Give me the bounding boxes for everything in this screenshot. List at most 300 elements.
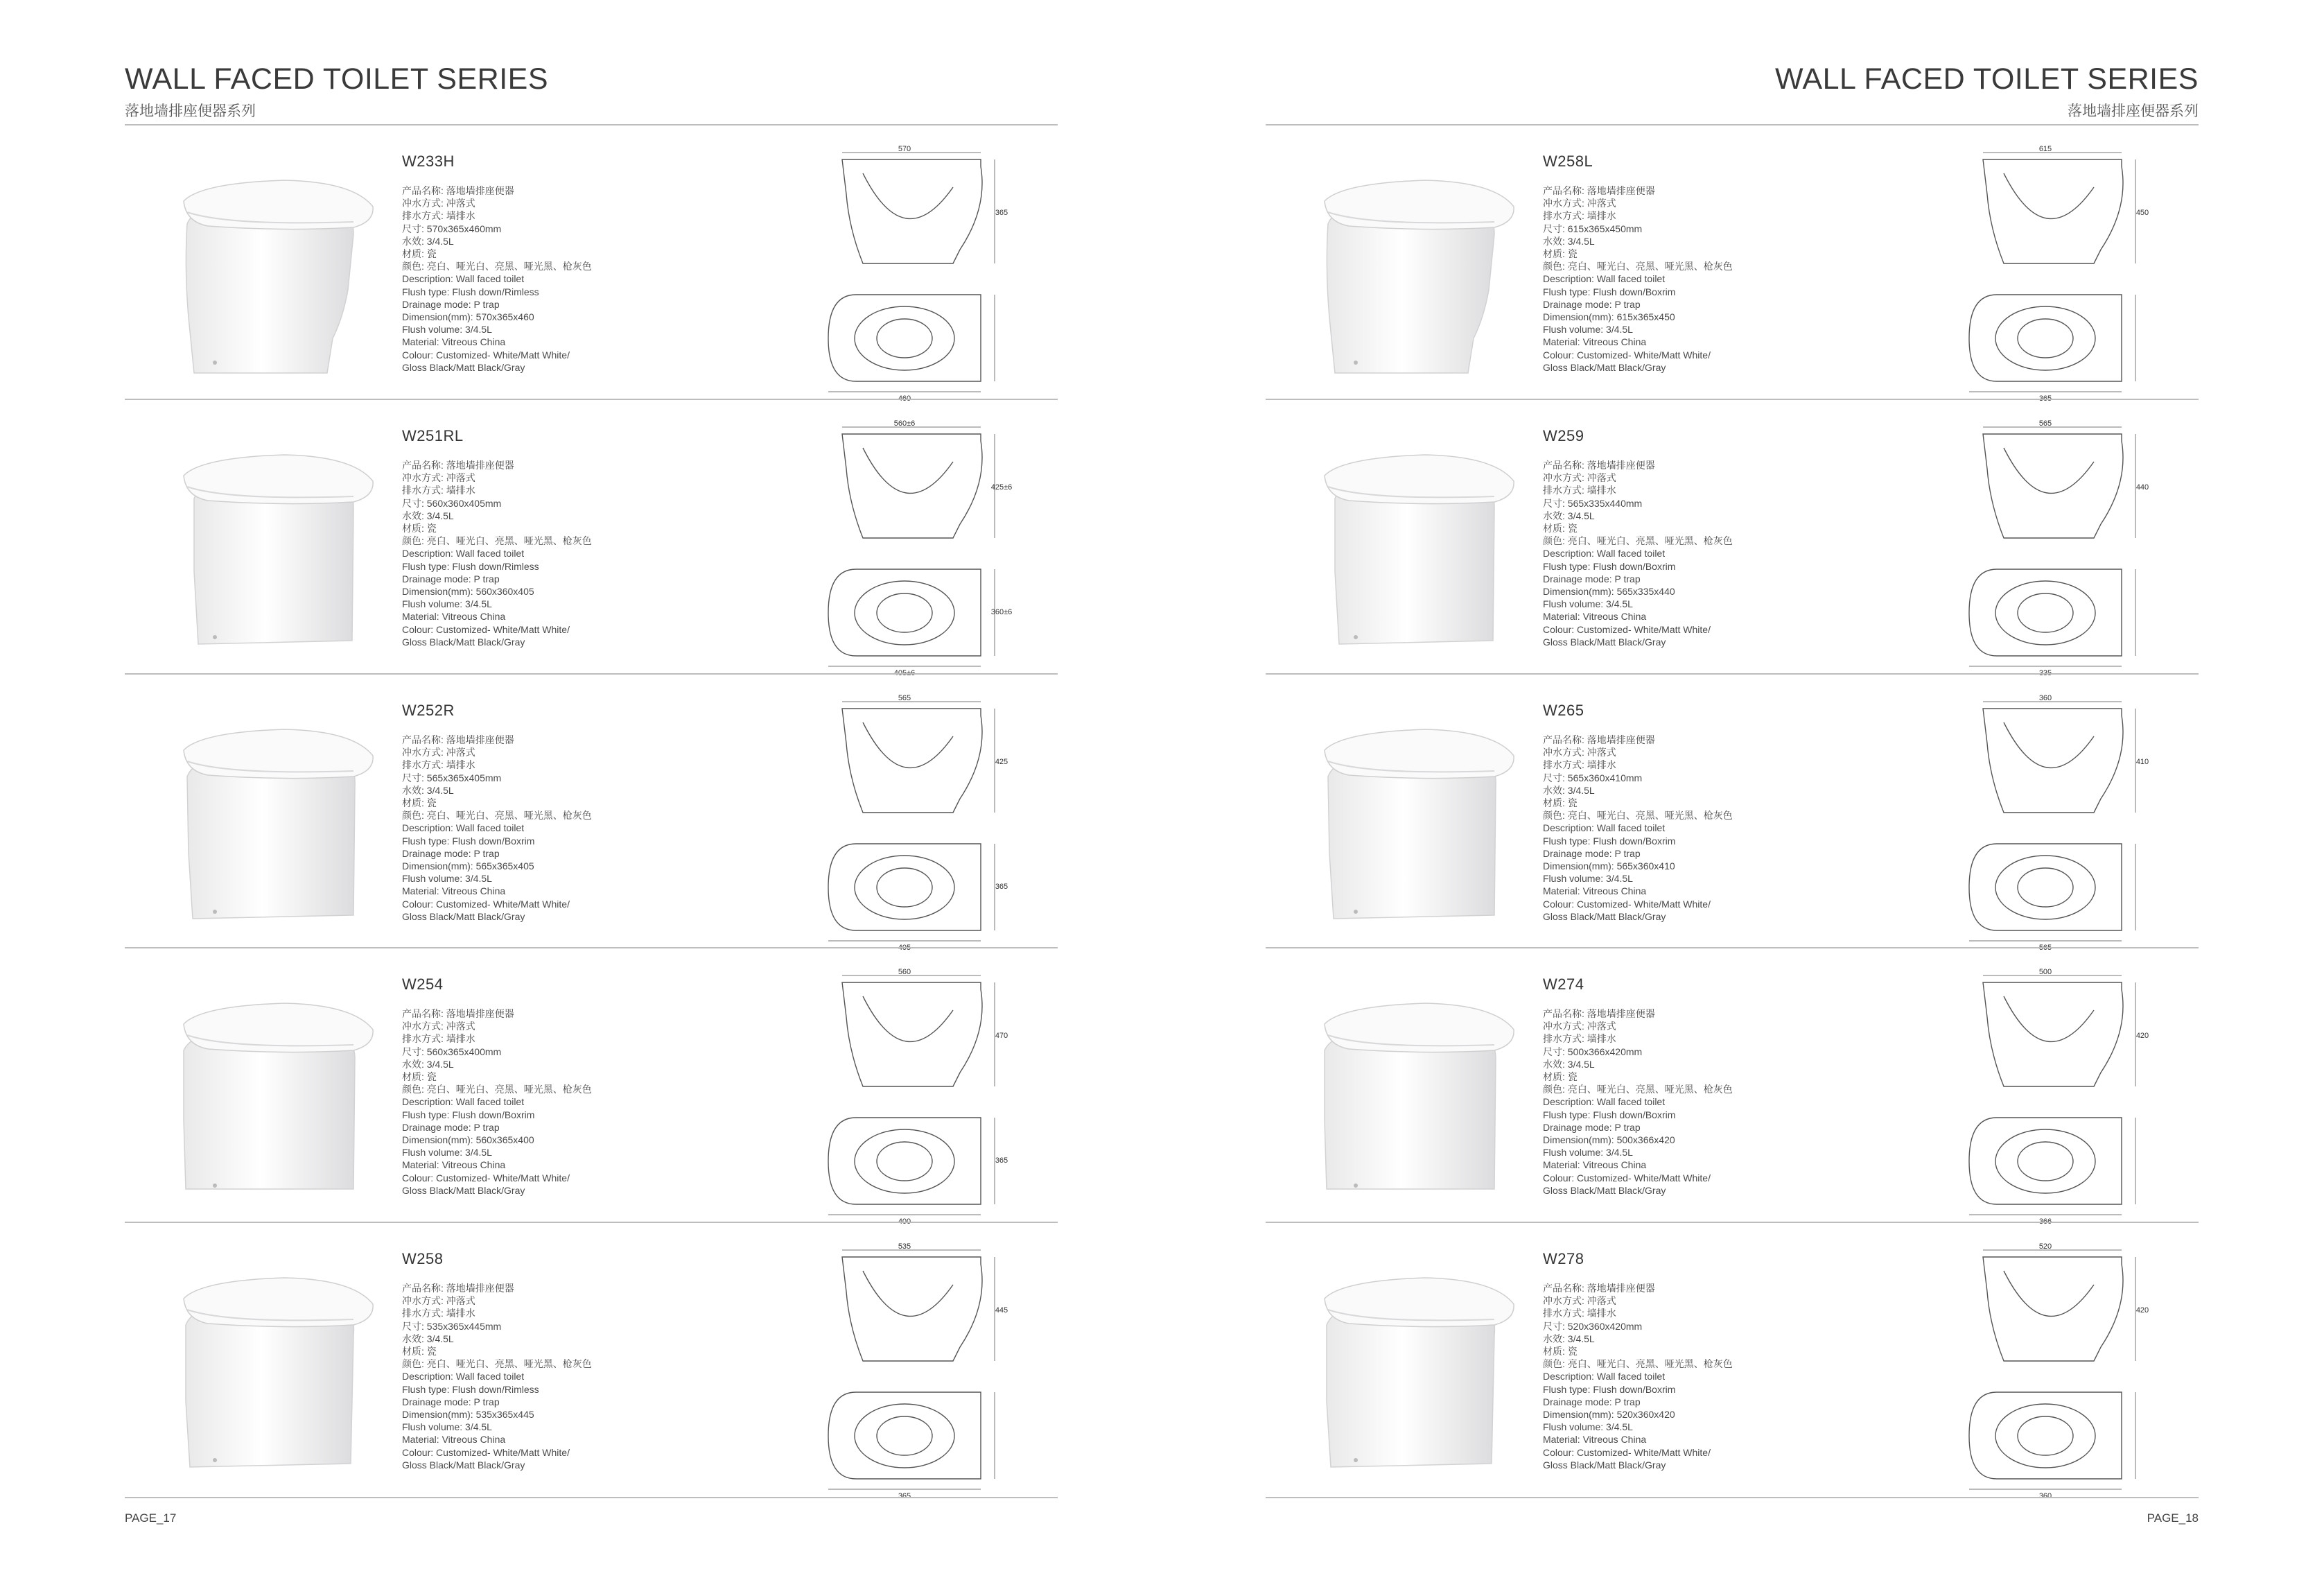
top-view bbox=[828, 1118, 981, 1204]
spec-line: Description: Wall faced toilet bbox=[402, 273, 525, 285]
spec-line: 材质: 瓷 bbox=[402, 1346, 437, 1358]
bowl-trap bbox=[863, 996, 953, 1041]
side-profile bbox=[842, 709, 982, 813]
spec-line: 材质: 瓷 bbox=[402, 1071, 437, 1083]
technical-drawing bbox=[1962, 146, 2149, 402]
dimension-label: 420 bbox=[2135, 1032, 2149, 1040]
bowl-outline bbox=[855, 581, 954, 645]
technical-drawing bbox=[1962, 420, 2149, 677]
spec-line: 水效: 3/4.5L bbox=[402, 1333, 454, 1344]
spec-line: Gloss Black/Matt Black/Gray bbox=[1543, 910, 1666, 922]
divider bbox=[125, 1222, 1058, 1223]
bowl-opening bbox=[2018, 868, 2073, 907]
spec-list bbox=[402, 1007, 665, 1197]
bowl-trap bbox=[2004, 1271, 2094, 1316]
divider bbox=[1266, 124, 2199, 125]
spec-line: Material: Vitreous China bbox=[1543, 1159, 1647, 1171]
dimension-label: 520 bbox=[2038, 1242, 2052, 1251]
spec-line: Colour: Customized- White/Matt White/ bbox=[402, 349, 570, 361]
model-number: W278 bbox=[1543, 1250, 1584, 1267]
spec-line: Drainage mode: P trap bbox=[1543, 847, 1641, 859]
spec-line: 排水方式: 墙排水 bbox=[1543, 210, 1616, 222]
spec-line: Flush type: Flush down/Boxrim bbox=[1543, 286, 1676, 297]
spec-line: 产品名称: 落地墙排座便器 bbox=[1543, 734, 1655, 745]
dimension-label: 565 bbox=[2038, 944, 2052, 952]
side-profile bbox=[842, 434, 982, 538]
product-card bbox=[1266, 413, 2199, 687]
spec-line: 排水方式: 墙排水 bbox=[1543, 759, 1616, 771]
spec-line: Flush volume: 3/4.5L bbox=[1543, 598, 1633, 610]
bowl-opening bbox=[2018, 319, 2073, 358]
spec-line: Gloss Black/Matt Black/Gray bbox=[402, 361, 525, 373]
product-card bbox=[1266, 139, 2199, 413]
dimension-label: 335 bbox=[2038, 669, 2052, 677]
dimension-label: 425±6 bbox=[990, 483, 1013, 492]
bolt-cap bbox=[213, 1183, 217, 1188]
technical-drawing bbox=[1962, 1243, 2149, 1500]
side-profile bbox=[1983, 159, 2123, 263]
bowl-outline bbox=[1995, 306, 2095, 370]
dimension-label: 365 bbox=[995, 209, 1008, 217]
spec-line: 水效: 3/4.5L bbox=[402, 784, 454, 796]
dimension-label: 560±6 bbox=[893, 419, 916, 428]
dimension-label: 615 bbox=[2038, 145, 2052, 153]
bowl-trap bbox=[863, 173, 953, 218]
spec-line: 尺寸: 560x360x405mm bbox=[402, 497, 502, 509]
bowl-opening bbox=[877, 1142, 932, 1181]
spec-line: Material: Vitreous China bbox=[1543, 336, 1647, 348]
spec-line: 颜色: 亮白、哑光白、亮黑、哑光黑、枪灰色 bbox=[1543, 1084, 1733, 1095]
top-view bbox=[828, 295, 981, 381]
spec-line: Dimension(mm): 500x366x420 bbox=[1543, 1134, 1675, 1146]
bowl-opening bbox=[877, 868, 932, 907]
spec-line: Description: Wall faced toilet bbox=[1543, 273, 1666, 285]
spec-line: Material: Vitreous China bbox=[1543, 885, 1647, 897]
spec-line: 颜色: 亮白、哑光白、亮黑、哑光黑、枪灰色 bbox=[402, 535, 592, 547]
bowl-outline bbox=[855, 1404, 954, 1468]
bolt-cap bbox=[1354, 910, 1358, 914]
bolt-cap bbox=[1354, 635, 1358, 639]
spec-line: Description: Wall faced toilet bbox=[402, 1096, 525, 1108]
spec-line: 水效: 3/4.5L bbox=[402, 510, 454, 521]
bowl-opening bbox=[2018, 593, 2073, 632]
spec-line: 尺寸: 520x360x420mm bbox=[1543, 1320, 1643, 1332]
top-view bbox=[828, 569, 981, 656]
bowl-outline bbox=[1995, 1129, 2095, 1193]
spec-line: 颜色: 亮白、哑光白、亮黑、哑光黑、枪灰色 bbox=[1543, 810, 1733, 822]
spec-line: 水效: 3/4.5L bbox=[1543, 510, 1595, 521]
spec-line: 颜色: 亮白、哑光白、亮黑、哑光黑、枪灰色 bbox=[1543, 261, 1733, 272]
dimension-label: 400 bbox=[898, 1217, 911, 1226]
product-card bbox=[125, 962, 1058, 1235]
top-view bbox=[1969, 844, 2122, 930]
divider bbox=[125, 1497, 1058, 1498]
technical-drawing bbox=[821, 146, 1008, 402]
divider bbox=[125, 673, 1058, 675]
spec-line: Material: Vitreous China bbox=[402, 611, 506, 623]
bowl-trap bbox=[863, 722, 953, 768]
bowl-trap bbox=[2004, 722, 2094, 768]
toilet-photo bbox=[146, 1256, 416, 1484]
model-number: W251RL bbox=[402, 427, 464, 444]
top-view bbox=[828, 844, 981, 930]
bowl-trap bbox=[2004, 996, 2094, 1041]
spec-line: 尺寸: 560x365x400mm bbox=[402, 1046, 502, 1057]
technical-drawing bbox=[821, 419, 1013, 677]
spec-line: 排水方式: 墙排水 bbox=[402, 759, 475, 771]
page-subtitle: 落地墙排座便器系列 bbox=[2068, 103, 2199, 119]
spec-line: Gloss Black/Matt Black/Gray bbox=[1543, 636, 1666, 648]
spec-line: 冲水方式: 冲落式 bbox=[402, 1295, 475, 1307]
model-number: W233H bbox=[402, 153, 455, 170]
dimension-label: 425 bbox=[995, 758, 1008, 766]
toilet-photo bbox=[146, 433, 416, 661]
spec-list bbox=[1543, 459, 1806, 648]
bolt-cap bbox=[1354, 1458, 1358, 1462]
spec-list bbox=[1543, 1007, 1806, 1197]
divider bbox=[125, 947, 1058, 948]
spec-line: 冲水方式: 冲落式 bbox=[402, 198, 475, 209]
divider bbox=[1266, 673, 2199, 675]
top-view bbox=[1969, 295, 2122, 381]
dimension-label: 470 bbox=[995, 1032, 1008, 1040]
spec-line: Gloss Black/Matt Black/Gray bbox=[402, 1184, 525, 1196]
spec-line: 水效: 3/4.5L bbox=[402, 235, 454, 247]
spec-line: Dimension(mm): 565x335x440 bbox=[1543, 586, 1675, 598]
spec-line: 材质: 瓷 bbox=[1543, 1346, 1578, 1358]
dimension-label: 535 bbox=[898, 1242, 911, 1251]
product-card bbox=[125, 139, 1058, 413]
bolt-cap bbox=[1354, 361, 1358, 365]
spec-line: 冲水方式: 冲落式 bbox=[1543, 1021, 1616, 1032]
spec-line: Flush volume: 3/4.5L bbox=[1543, 873, 1633, 885]
spec-line: Flush type: Flush down/Boxrim bbox=[1543, 1109, 1676, 1120]
spec-line: Description: Wall faced toilet bbox=[1543, 548, 1666, 560]
spec-line: Flush volume: 3/4.5L bbox=[402, 598, 492, 610]
spec-line: 产品名称: 落地墙排座便器 bbox=[1543, 1283, 1655, 1294]
spec-line: Gloss Black/Matt Black/Gray bbox=[402, 910, 525, 922]
toilet-photo bbox=[1286, 433, 1557, 661]
spec-line: Dimension(mm): 560x360x405 bbox=[402, 586, 534, 598]
spec-line: 尺寸: 615x365x450mm bbox=[1543, 223, 1643, 234]
spec-list bbox=[402, 184, 665, 374]
toilet-photo bbox=[1286, 981, 1557, 1210]
spec-line: 颜色: 亮白、哑光白、亮黑、哑光黑、枪灰色 bbox=[402, 261, 592, 272]
spec-line: Description: Wall faced toilet bbox=[1543, 1096, 1666, 1108]
bowl-trap bbox=[863, 448, 953, 493]
spec-list bbox=[402, 734, 665, 923]
spec-line: 冲水方式: 冲落式 bbox=[1543, 472, 1616, 484]
model-number: W265 bbox=[1543, 702, 1584, 719]
spec-line: Gloss Black/Matt Black/Gray bbox=[1543, 361, 1666, 373]
spec-line: 水效: 3/4.5L bbox=[1543, 1333, 1595, 1344]
bowl-outline bbox=[1995, 856, 2095, 919]
divider bbox=[1266, 399, 2199, 400]
toilet-photo bbox=[146, 158, 416, 387]
spec-line: Dimension(mm): 615x365x450 bbox=[1543, 311, 1675, 323]
spec-line: Material: Vitreous China bbox=[402, 1434, 506, 1446]
spec-line: 材质: 瓷 bbox=[402, 797, 437, 809]
spec-line: 材质: 瓷 bbox=[1543, 248, 1578, 260]
spec-line: Colour: Customized- White/Matt White/ bbox=[402, 623, 570, 635]
bowl-trap bbox=[2004, 448, 2094, 493]
spec-line: 颜色: 亮白、哑光白、亮黑、哑光黑、枪灰色 bbox=[402, 1358, 592, 1370]
dimension-label: 565 bbox=[2038, 419, 2052, 428]
spec-line: Dimension(mm): 535x365x445 bbox=[402, 1409, 534, 1421]
side-profile bbox=[1983, 709, 2123, 813]
page-number: PAGE_18 bbox=[2147, 1511, 2199, 1525]
spec-line: 冲水方式: 冲落式 bbox=[1543, 1295, 1616, 1307]
technical-drawing bbox=[821, 1243, 1008, 1500]
spec-line: Drainage mode: P trap bbox=[1543, 573, 1641, 584]
dimension-label: 460 bbox=[898, 394, 911, 403]
dimension-label: 410 bbox=[2135, 758, 2149, 766]
dimension-label: 450 bbox=[2135, 209, 2149, 217]
spec-line: Dimension(mm): 565x360x410 bbox=[1543, 860, 1675, 872]
product-card bbox=[125, 688, 1058, 962]
side-profile bbox=[842, 1257, 982, 1361]
spec-list bbox=[1543, 734, 1806, 923]
dimension-label: 440 bbox=[2135, 483, 2149, 492]
spec-line: Flush type: Flush down/Rimless bbox=[402, 560, 539, 572]
technical-drawing bbox=[1962, 969, 2149, 1225]
spec-line: 尺寸: 500x366x420mm bbox=[1543, 1046, 1643, 1057]
spec-line: Drainage mode: P trap bbox=[402, 573, 500, 584]
spec-line: Colour: Customized- White/Matt White/ bbox=[1543, 1172, 1711, 1183]
top-view bbox=[1969, 1392, 2122, 1479]
spec-line: Drainage mode: P trap bbox=[1543, 298, 1641, 310]
top-view bbox=[1969, 569, 2122, 656]
spec-list bbox=[1543, 184, 1806, 374]
product-card bbox=[1266, 688, 2199, 962]
bolt-cap bbox=[1354, 1183, 1358, 1188]
spec-line: 材质: 瓷 bbox=[402, 248, 437, 260]
spec-line: 产品名称: 落地墙排座便器 bbox=[402, 460, 514, 471]
model-number: W252R bbox=[402, 702, 455, 719]
dimension-label: 405±6 bbox=[893, 669, 916, 677]
spec-line: Description: Wall faced toilet bbox=[402, 822, 525, 834]
spec-list bbox=[402, 1282, 665, 1471]
spec-line: Dimension(mm): 565x365x405 bbox=[402, 860, 534, 872]
dimension-label: 405 bbox=[898, 944, 911, 952]
bowl-opening bbox=[2018, 1416, 2073, 1455]
spec-line: 冲水方式: 冲落式 bbox=[1543, 198, 1616, 209]
side-profile bbox=[842, 159, 982, 263]
dimension-label: 360±6 bbox=[990, 608, 1013, 616]
divider bbox=[1266, 947, 2199, 948]
spec-line: Material: Vitreous China bbox=[1543, 611, 1647, 623]
spec-line: 排水方式: 墙排水 bbox=[1543, 1033, 1616, 1045]
technical-drawing bbox=[821, 695, 1008, 951]
spec-line: 冲水方式: 冲落式 bbox=[402, 472, 475, 484]
spec-line: 产品名称: 落地墙排座便器 bbox=[1543, 1008, 1655, 1019]
spec-line: 颜色: 亮白、哑光白、亮黑、哑光黑、枪灰色 bbox=[1543, 1358, 1733, 1370]
bowl-opening bbox=[877, 319, 932, 358]
dimension-label: 420 bbox=[2135, 1306, 2149, 1315]
spec-line: Gloss Black/Matt Black/Gray bbox=[1543, 1459, 1666, 1471]
spec-line: Material: Vitreous China bbox=[402, 336, 506, 348]
divider bbox=[1266, 1497, 2199, 1498]
bolt-cap bbox=[213, 910, 217, 914]
dimension-label: 365 bbox=[995, 1156, 1008, 1165]
bowl-opening bbox=[877, 593, 932, 632]
spec-line: Description: Wall faced toilet bbox=[1543, 822, 1666, 834]
spec-line: 尺寸: 565x360x410mm bbox=[1543, 772, 1643, 783]
bowl-trap bbox=[863, 1271, 953, 1316]
toilet-photo bbox=[1286, 158, 1557, 387]
spec-line: Material: Vitreous China bbox=[1543, 1434, 1647, 1446]
spec-line: Colour: Customized- White/Matt White/ bbox=[402, 1446, 570, 1458]
model-number: W258L bbox=[1543, 153, 1593, 170]
dimension-label: 365 bbox=[995, 883, 1008, 891]
product-card bbox=[125, 1236, 1058, 1510]
dimension-label: 365 bbox=[898, 1492, 911, 1500]
spec-list bbox=[402, 459, 665, 648]
spec-line: Flush type: Flush down/Boxrim bbox=[1543, 1383, 1676, 1395]
bowl-outline bbox=[855, 1129, 954, 1193]
toilet-photo bbox=[146, 707, 416, 936]
bolt-cap bbox=[213, 361, 217, 365]
spec-line: Colour: Customized- White/Matt White/ bbox=[402, 1172, 570, 1183]
spec-line: 材质: 瓷 bbox=[1543, 797, 1578, 809]
spec-line: 水效: 3/4.5L bbox=[1543, 235, 1595, 247]
spec-line: Flush volume: 3/4.5L bbox=[402, 873, 492, 885]
spec-line: Drainage mode: P trap bbox=[402, 847, 500, 859]
spec-line: Drainage mode: P trap bbox=[402, 1121, 500, 1133]
spec-line: 冲水方式: 冲落式 bbox=[1543, 747, 1616, 758]
toilet-photo bbox=[1286, 1256, 1557, 1484]
toilet-photo bbox=[1286, 707, 1557, 936]
spec-line: Material: Vitreous China bbox=[402, 1159, 506, 1171]
bowl-outline bbox=[855, 856, 954, 919]
spec-line: 产品名称: 落地墙排座便器 bbox=[402, 185, 514, 196]
spec-line: 水效: 3/4.5L bbox=[1543, 1058, 1595, 1070]
spec-line: 产品名称: 落地墙排座便器 bbox=[402, 1008, 514, 1019]
model-number: W274 bbox=[1543, 975, 1584, 993]
spec-line: Gloss Black/Matt Black/Gray bbox=[402, 636, 525, 648]
spec-line: Flush type: Flush down/Boxrim bbox=[1543, 560, 1676, 572]
catalog-page-right bbox=[1162, 0, 2323, 1587]
model-number: W258 bbox=[402, 1250, 444, 1267]
spec-line: Drainage mode: P trap bbox=[402, 1396, 500, 1407]
spec-line: 排水方式: 墙排水 bbox=[1543, 485, 1616, 496]
spec-line: Flush type: Flush down/Rimless bbox=[402, 1383, 539, 1395]
spec-line: 冲水方式: 冲落式 bbox=[402, 747, 475, 758]
spec-line: Material: Vitreous China bbox=[402, 885, 506, 897]
spec-line: Dimension(mm): 560x365x400 bbox=[402, 1134, 534, 1146]
spec-line: Dimension(mm): 570x365x460 bbox=[402, 311, 534, 323]
spec-line: 尺寸: 565x365x405mm bbox=[402, 772, 502, 783]
spec-line: Flush volume: 3/4.5L bbox=[1543, 1147, 1633, 1159]
spec-line: Flush volume: 3/4.5L bbox=[402, 1147, 492, 1159]
dimension-label: 365 bbox=[2038, 394, 2052, 403]
spec-line: Flush volume: 3/4.5L bbox=[402, 324, 492, 336]
spec-line: Colour: Customized- White/Matt White/ bbox=[402, 898, 570, 910]
spec-line: 排水方式: 墙排水 bbox=[402, 210, 475, 222]
bolt-cap bbox=[213, 1458, 217, 1462]
side-profile bbox=[1983, 434, 2123, 538]
spec-line: 产品名称: 落地墙排座便器 bbox=[402, 1283, 514, 1294]
spec-line: Flush volume: 3/4.5L bbox=[1543, 1421, 1633, 1433]
technical-drawing bbox=[821, 969, 1008, 1225]
spec-list bbox=[1543, 1282, 1806, 1471]
spec-line: 产品名称: 落地墙排座便器 bbox=[1543, 460, 1655, 471]
spec-line: Gloss Black/Matt Black/Gray bbox=[1543, 1184, 1666, 1196]
bowl-opening bbox=[877, 1416, 932, 1455]
side-profile bbox=[1983, 1257, 2123, 1361]
divider bbox=[125, 124, 1058, 125]
spec-line: 排水方式: 墙排水 bbox=[402, 1308, 475, 1319]
spec-line: Drainage mode: P trap bbox=[402, 298, 500, 310]
spec-line: Colour: Customized- White/Matt White/ bbox=[1543, 623, 1711, 635]
spec-line: Flush type: Flush down/Boxrim bbox=[402, 835, 535, 847]
bowl-trap bbox=[2004, 173, 2094, 218]
spec-line: Flush volume: 3/4.5L bbox=[1543, 324, 1633, 336]
bowl-outline bbox=[855, 306, 954, 370]
spec-line: 尺寸: 565x335x440mm bbox=[1543, 497, 1643, 509]
spec-line: 尺寸: 570x365x460mm bbox=[402, 223, 502, 234]
spec-line: 材质: 瓷 bbox=[402, 523, 437, 535]
spec-line: Description: Wall faced toilet bbox=[402, 548, 525, 560]
dimension-label: 560 bbox=[898, 968, 911, 976]
page-title: WALL FACED TOILET SERIES bbox=[125, 62, 549, 96]
dimension-label: 445 bbox=[995, 1306, 1008, 1315]
spec-line: 排水方式: 墙排水 bbox=[1543, 1308, 1616, 1319]
dimension-label: 565 bbox=[898, 694, 911, 702]
dimension-label: 360 bbox=[2038, 1492, 2052, 1500]
spec-line: Description: Wall faced toilet bbox=[402, 1371, 525, 1382]
product-card bbox=[1266, 1236, 2199, 1510]
spec-line: Flush type: Flush down/Boxrim bbox=[402, 1109, 535, 1120]
dimension-label: 366 bbox=[2038, 1217, 2052, 1226]
spec-line: Colour: Customized- White/Matt White/ bbox=[1543, 349, 1711, 361]
top-view bbox=[828, 1392, 981, 1479]
spec-line: Colour: Customized- White/Matt White/ bbox=[1543, 1446, 1711, 1458]
spec-line: 材质: 瓷 bbox=[1543, 523, 1578, 535]
top-view bbox=[1969, 1118, 2122, 1204]
model-number: W254 bbox=[402, 975, 444, 993]
spec-line: Flush type: Flush down/Boxrim bbox=[1543, 835, 1676, 847]
divider bbox=[125, 399, 1058, 400]
spec-line: Drainage mode: P trap bbox=[1543, 1121, 1641, 1133]
spec-line: Drainage mode: P trap bbox=[1543, 1396, 1641, 1407]
spec-line: 颜色: 亮白、哑光白、亮黑、哑光黑、枪灰色 bbox=[1543, 535, 1733, 547]
bowl-opening bbox=[2018, 1142, 2073, 1181]
spec-line: 排水方式: 墙排水 bbox=[402, 485, 475, 496]
spec-line: Colour: Customized- White/Matt White/ bbox=[1543, 898, 1711, 910]
spec-line: Dimension(mm): 520x360x420 bbox=[1543, 1409, 1675, 1421]
dimension-label: 570 bbox=[898, 145, 911, 153]
page-number: PAGE_17 bbox=[125, 1511, 177, 1525]
spec-line: Flush type: Flush down/Rimless bbox=[402, 286, 539, 297]
bowl-outline bbox=[1995, 581, 2095, 645]
model-number: W259 bbox=[1543, 427, 1584, 444]
spec-line: 冲水方式: 冲落式 bbox=[402, 1021, 475, 1032]
spec-line: 产品名称: 落地墙排座便器 bbox=[402, 734, 514, 745]
spec-line: 水效: 3/4.5L bbox=[402, 1058, 454, 1070]
spec-line: 尺寸: 535x365x445mm bbox=[402, 1320, 502, 1332]
side-profile bbox=[842, 982, 982, 1086]
page-subtitle: 落地墙排座便器系列 bbox=[125, 103, 256, 119]
spec-line: Flush volume: 3/4.5L bbox=[402, 1421, 492, 1433]
dimension-label: 500 bbox=[2038, 968, 2052, 976]
product-card bbox=[1266, 962, 2199, 1235]
spec-line: 颜色: 亮白、哑光白、亮黑、哑光黑、枪灰色 bbox=[402, 1084, 592, 1095]
toilet-photo bbox=[146, 981, 416, 1210]
spec-line: 排水方式: 墙排水 bbox=[402, 1033, 475, 1045]
product-card bbox=[125, 413, 1058, 687]
divider bbox=[1266, 1222, 2199, 1223]
